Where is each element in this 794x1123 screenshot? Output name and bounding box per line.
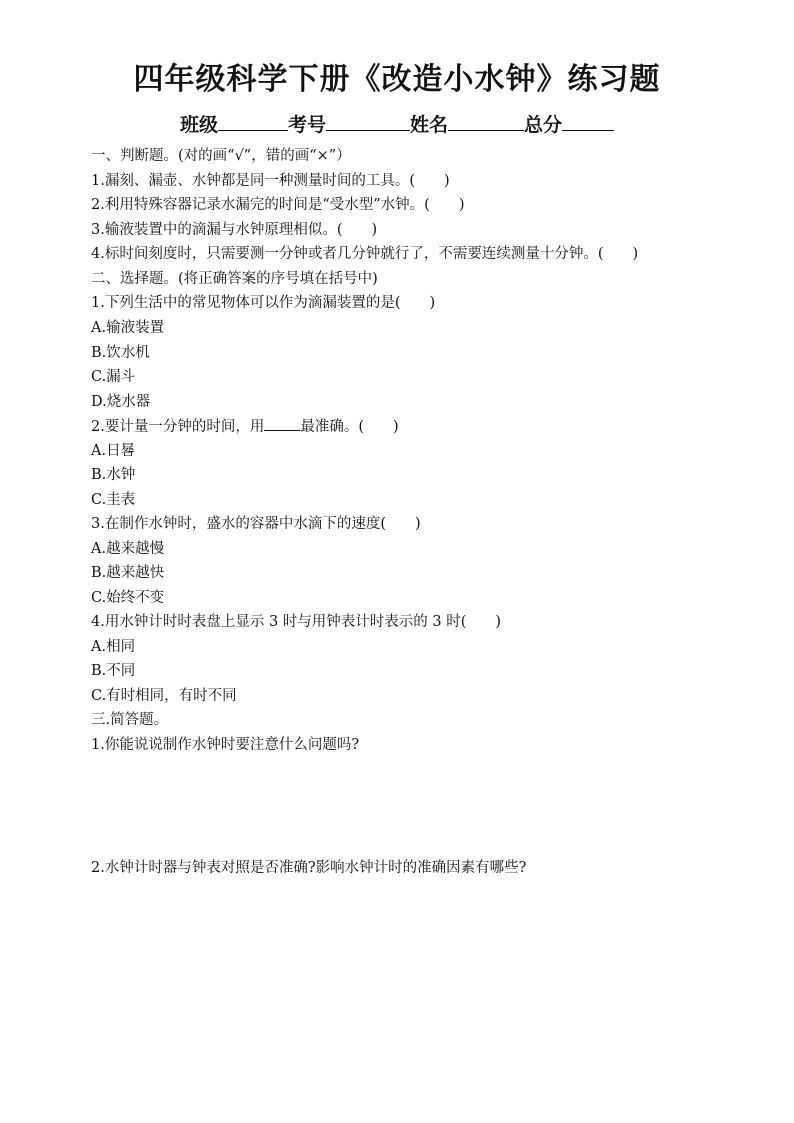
mc2-stem-after: 最准确。( ) [300, 419, 399, 435]
exam-no-label: 考号 [287, 114, 326, 136]
mc2-option-c: C.圭表 [91, 492, 136, 508]
mc1-option-a: A.输液装置 [91, 320, 165, 336]
mc4-option-a: A.相同 [91, 639, 136, 655]
mc2-stem-before: 2.要计量一分钟的时间，用 [91, 419, 265, 435]
exam-no-blank[interactable] [326, 112, 410, 131]
section1-heading: 一、判断题。(对的画“√”，错的画“×”） [91, 148, 351, 164]
mc-question-1: 1.下列生活中的常见物体可以作为滴漏装置的是( ) [91, 295, 436, 311]
mc3-option-b: B.越来越快 [91, 565, 165, 581]
class-label: 班级 [179, 114, 218, 136]
score-label: 总分 [524, 114, 563, 136]
mc4-option-b: B.不同 [91, 663, 136, 679]
tf-question-2: 2.利用特殊容器记录水漏完的时间是“受水型”水钟。( ) [91, 197, 465, 213]
mc4-option-c: C.有时相同，有时不同 [91, 688, 237, 704]
name-label: 姓名 [410, 114, 449, 136]
mc1-option-b: B.饮水机 [91, 345, 150, 361]
mc2-fill-blank[interactable] [264, 416, 300, 431]
tf-question-1: 1.漏刻、漏壶、水钟都是同一种测量时间的工具。( ) [91, 173, 450, 189]
score-blank[interactable] [562, 112, 614, 131]
class-blank[interactable] [218, 112, 288, 131]
mc2-option-a: A.日晷 [91, 443, 136, 459]
mc1-option-c: C.漏斗 [91, 369, 136, 385]
mc2-option-b: B.水钟 [91, 467, 136, 483]
tf-question-3: 3.输液装置中的滴漏与水钟原理相似。( ) [91, 222, 378, 238]
page-title: 四年级科学下册《改造小水钟》练习题 [133, 62, 661, 97]
student-info-line [0, 112, 794, 138]
tf-question-4: 4.标时间刻度时，只需要测一分钟或者几分钟就行了，不需要连续测量十分钟。( ) [91, 246, 639, 262]
short-answer-question-1: 1.你能说说制作水钟时要注意什么问题吗? [91, 737, 360, 753]
mc3-option-a: A.越来越慢 [91, 541, 165, 557]
mc3-option-c: C.始终不变 [91, 590, 165, 606]
mc-question-4: 4.用水钟计时时表盘上显示 3 时与用钟表计时表示的 3 时( ) [91, 614, 502, 630]
mc-question-3: 3.在制作水钟时，盛水的容器中水滴下的速度( ) [91, 516, 421, 532]
section2-heading: 二、选择题。(将正确答案的序号填在括号中) [91, 271, 378, 287]
mc-question-2 [91, 416, 399, 437]
section3-heading: 三.简答题。 [91, 712, 169, 728]
mc1-option-d: D.烧水器 [91, 394, 151, 410]
short-answer-question-2: 2.水钟计时器与钟表对照是否准确?影响水钟计时的准确因素有哪些? [91, 860, 527, 876]
name-blank[interactable] [448, 112, 524, 131]
